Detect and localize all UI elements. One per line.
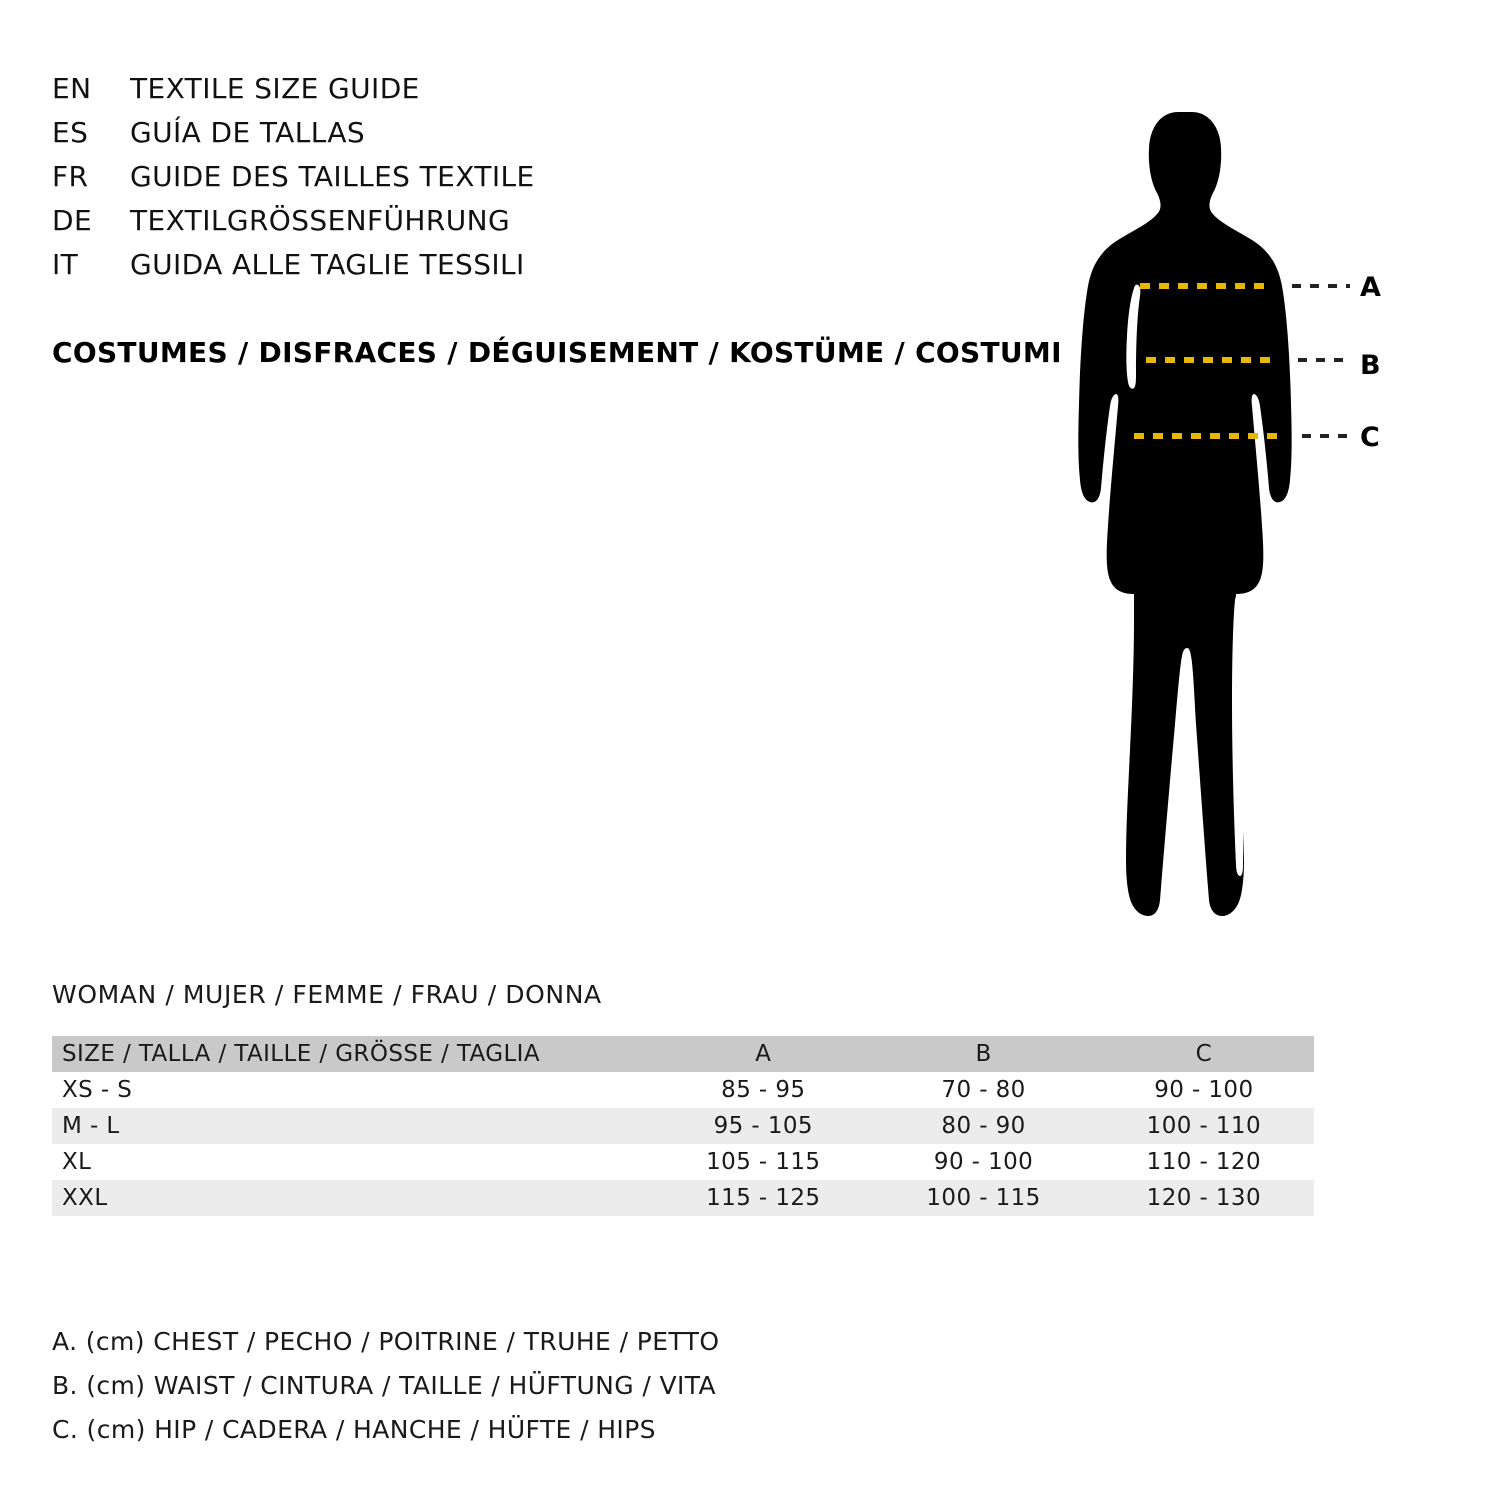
table-header-row — [52, 1036, 1314, 1072]
language-text: GUIDE DES TAILLES TEXTILE — [130, 160, 535, 193]
cell-c: 120 - 130 — [1094, 1180, 1314, 1216]
column-header-c: C — [1094, 1036, 1314, 1072]
cell-size: XXL — [52, 1180, 653, 1216]
language-code: DE — [52, 204, 93, 237]
language-row — [52, 72, 1032, 116]
cell-size: XL — [52, 1144, 653, 1180]
column-header-size: SIZE / TALLA / TAILLE / GRÖSSE / TAGLIA — [52, 1036, 653, 1072]
cell-a: 115 - 125 — [653, 1180, 873, 1216]
cell-size: XS - S — [52, 1072, 653, 1108]
legend-line-b: B. (cm) WAIST / CINTURA / TAILLE / HÜFTUNG / VITA — [52, 1371, 717, 1400]
language-text: GUÍA DE TALLAS — [130, 116, 366, 149]
table-row — [52, 1144, 1314, 1180]
cell-c: 110 - 120 — [1094, 1144, 1314, 1180]
category-line: COSTUMES / DISFRACES / DÉGUISEMENT / KOSTÜME / COSTUMI — [52, 336, 1062, 369]
column-header-a: A — [653, 1036, 873, 1072]
cell-a: 95 - 105 — [653, 1108, 873, 1144]
marker-label-b: B — [1360, 350, 1381, 381]
body-figure — [1030, 60, 1470, 940]
language-row — [52, 248, 1032, 292]
language-code: EN — [52, 72, 92, 105]
language-code: IT — [52, 248, 79, 281]
cell-c: 100 - 110 — [1094, 1108, 1314, 1144]
language-text: TEXTILGRÖSSENFÜHRUNG — [130, 204, 511, 237]
legend-line-c: C. (cm) HIP / CADERA / HANCHE / HÜFTE / HIPS — [52, 1415, 656, 1444]
language-row — [52, 160, 1032, 204]
table-row — [52, 1180, 1314, 1216]
cell-a: 85 - 95 — [653, 1072, 873, 1108]
cell-c: 90 - 100 — [1094, 1072, 1314, 1108]
language-list — [52, 72, 1032, 292]
marker-label-a: A — [1360, 272, 1381, 303]
cell-b: 80 - 90 — [873, 1108, 1093, 1144]
cell-b: 70 - 80 — [873, 1072, 1093, 1108]
cell-b: 100 - 115 — [873, 1180, 1093, 1216]
table-row — [52, 1072, 1314, 1108]
column-header-b: B — [873, 1036, 1093, 1072]
cell-size: M - L — [52, 1108, 653, 1144]
table-section-title: WOMAN / MUJER / FEMME / FRAU / DONNA — [52, 980, 602, 1009]
language-row — [52, 204, 1032, 248]
language-code: ES — [52, 116, 89, 149]
table-row — [52, 1108, 1314, 1144]
size-table — [52, 1036, 1314, 1216]
legend-line-a: A. (cm) CHEST / PECHO / POITRINE / TRUHE / PETTO — [52, 1327, 720, 1356]
language-row — [52, 116, 1032, 160]
language-text: TEXTILE SIZE GUIDE — [130, 72, 420, 105]
cell-b: 90 - 100 — [873, 1144, 1093, 1180]
marker-label-c: C — [1360, 422, 1380, 453]
language-code: FR — [52, 160, 89, 193]
measurement-legend — [52, 1320, 719, 1452]
female-silhouette-icon — [1030, 60, 1470, 940]
cell-a: 105 - 115 — [653, 1144, 873, 1180]
language-text: GUIDA ALLE TAGLIE TESSILI — [130, 248, 525, 281]
